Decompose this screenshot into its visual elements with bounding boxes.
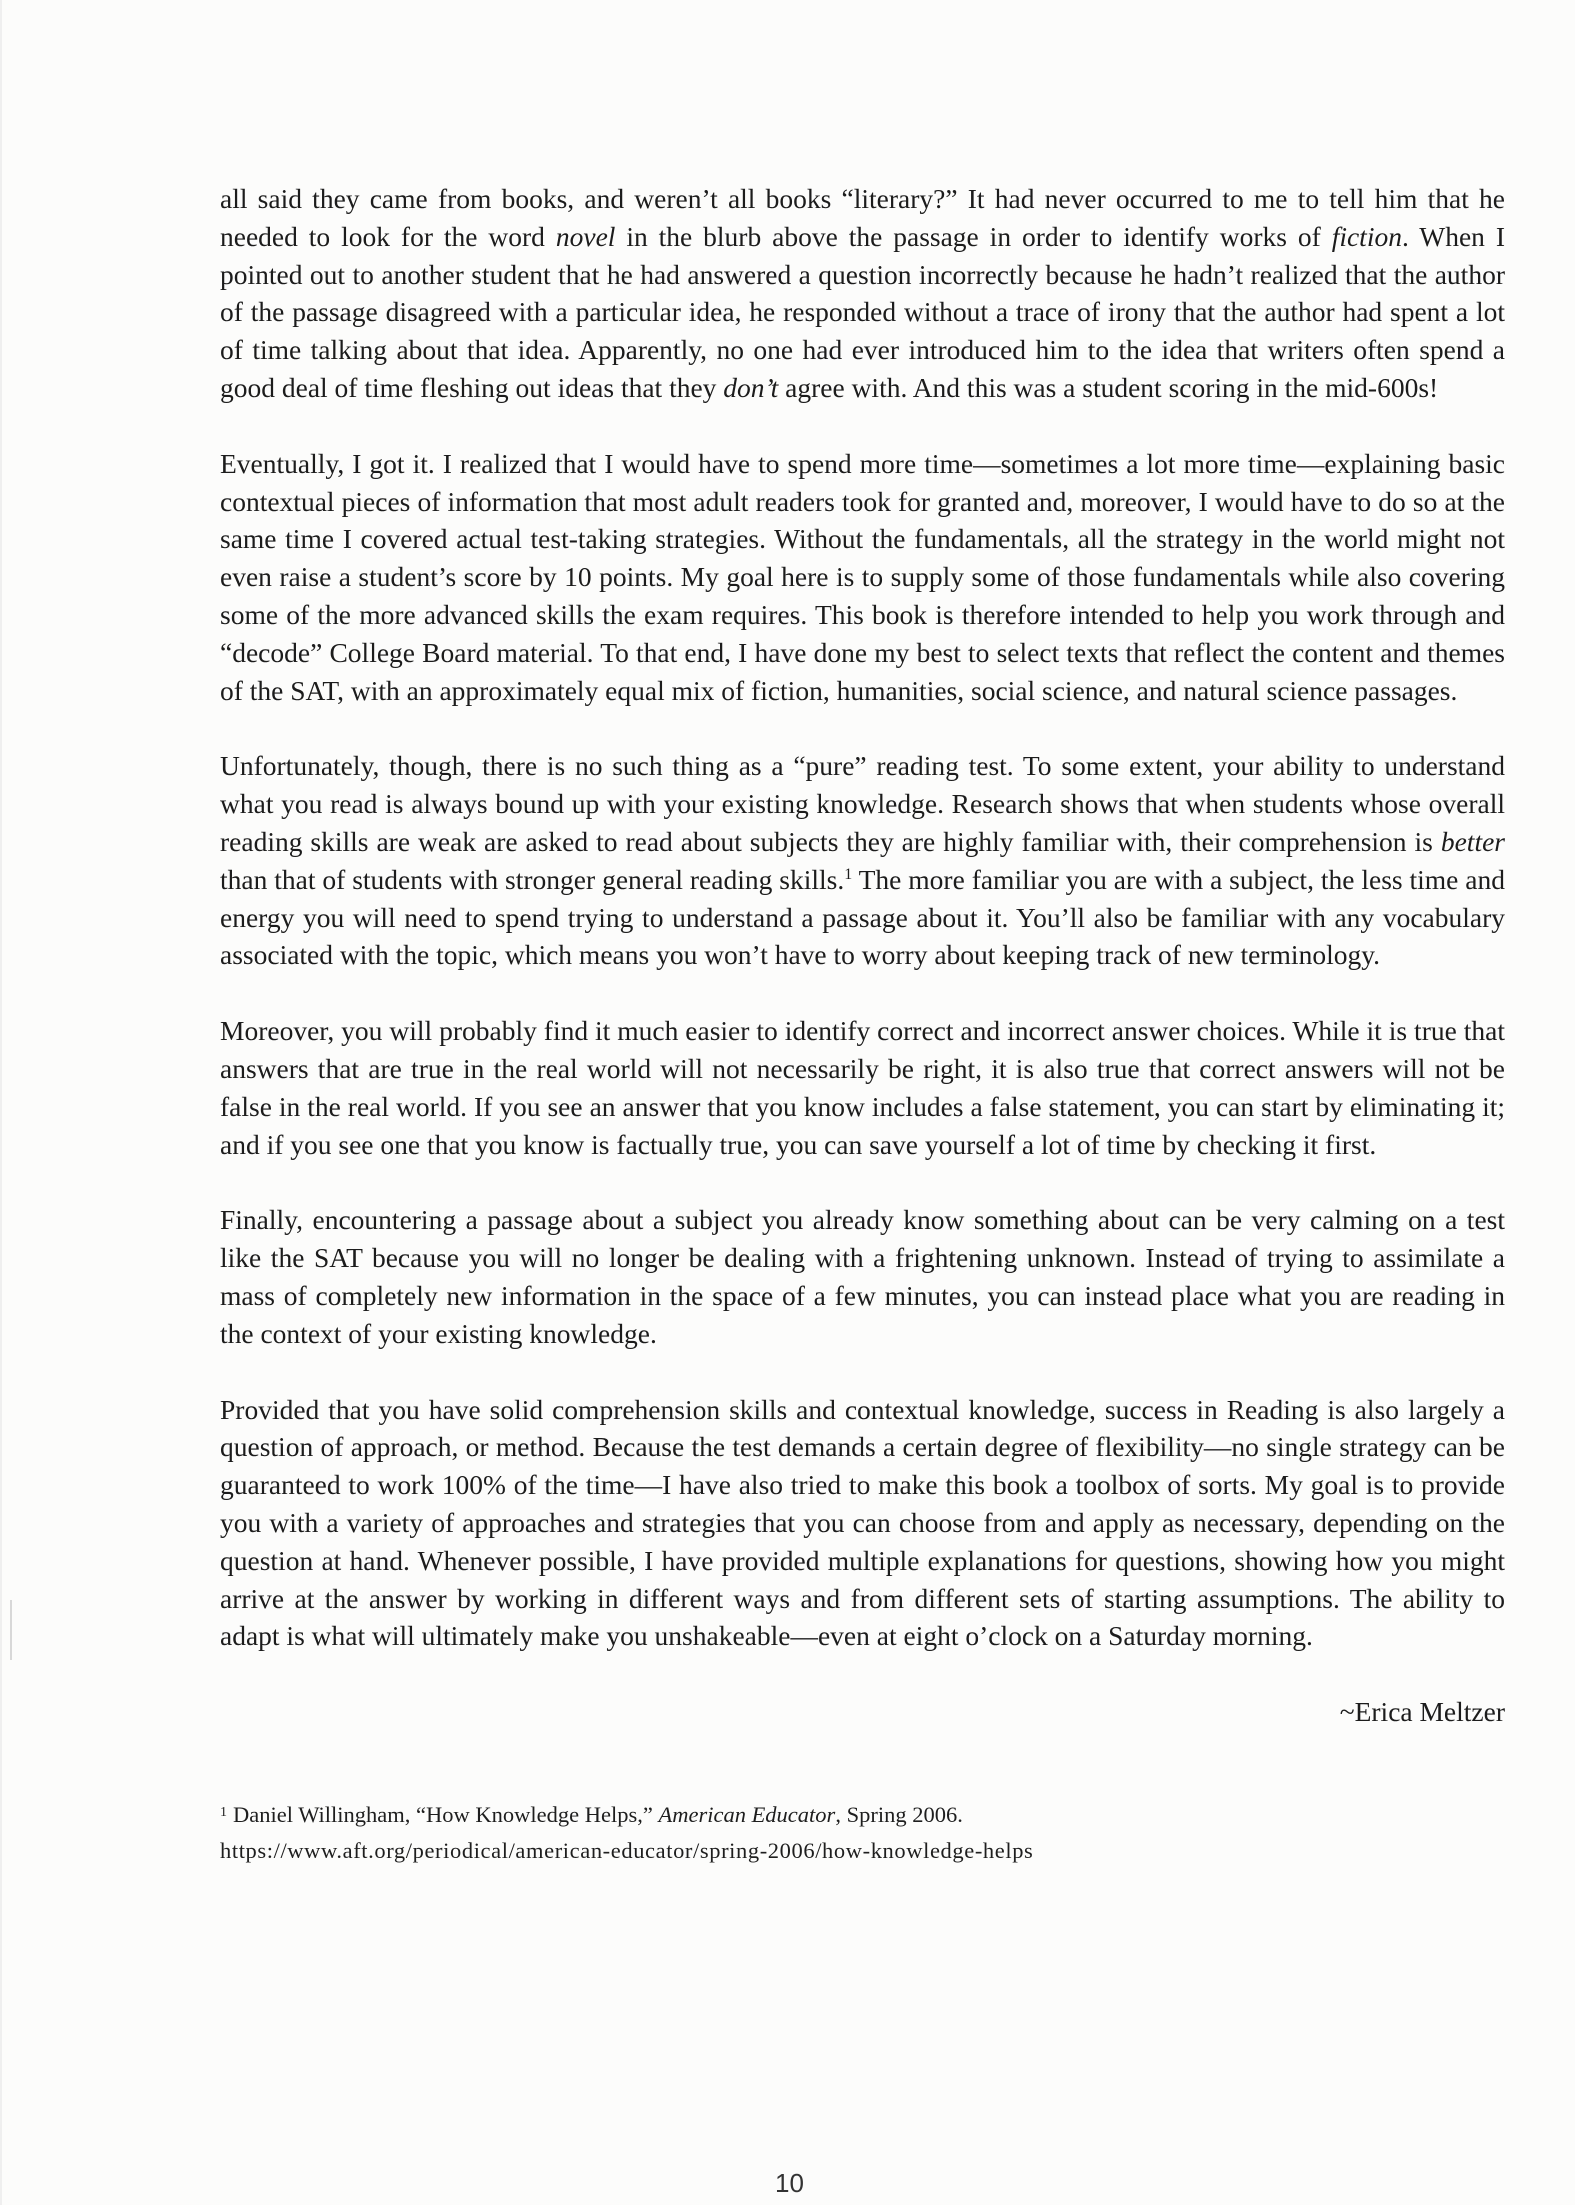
paragraph-text: The more familiar you are with a subject, the less time and energy you will need to spend trying to understand a passage about it. You’ll also be familiar with any vocabulary associated with the topic, which means you won’t have to worry about keeping track of new terminology. — [220, 863, 1505, 971]
scan-edge-mark — [10, 1600, 12, 1660]
paragraph — [220, 1012, 1505, 1163]
footnote-date: , Spring 2006. — [835, 1801, 963, 1827]
footnote-publication: American Educator — [658, 1801, 836, 1827]
footnote-author-title: Daniel Willingham, “How Knowledge Helps,” — [233, 1801, 659, 1827]
emphasis-text: don’t — [723, 371, 779, 403]
paragraph — [220, 445, 1505, 710]
footnote-marker: 1 — [220, 1804, 227, 1820]
paragraph-text: all said they came from books, and weren’t all books “literary?” It had never occurred to me to tell him that he needed to look for the word — [220, 183, 1505, 252]
footnote-url[interactable]: https://www.aft.org/periodical/american-educator/spring-2006/how-knowledge-helps — [220, 1837, 1034, 1863]
paragraph — [220, 1201, 1505, 1352]
paragraph-text: Finally, encountering a passage about a subject you already know something about can be very calming on a test like the SAT because you will no longer be dealing with a frightening unknown. Instead of trying to assimilate a mass of completely new information in the space of a few minutes, you can instead place what you are reading in the context of your existing knowledge. — [220, 1204, 1505, 1349]
footnote-reference: 1 — [844, 865, 853, 883]
paragraph — [220, 747, 1505, 974]
paragraph — [220, 1391, 1505, 1656]
paragraph-list — [220, 180, 1505, 1655]
paragraph-text: . When I pointed out to another student that he had answered a question incorrectly because he hadn’t realized that the author of the passage disagreed with a particular idea, he responded without a trace of irony that the author had spent a lot of time talking about that idea. Apparently, no one had ever introduced him to the idea that writers often spend a good deal of time fleshing out ideas that they — [220, 220, 1506, 403]
page-number: 10 — [775, 2168, 804, 2198]
paragraph-text: than that of students with stronger general reading skills. — [220, 863, 845, 895]
author-signature: ~Erica Meltzer — [1339, 1696, 1505, 1728]
paragraph-text: Eventually, I got it. I realized that I would have to spend more time—sometimes a lot more time—explaining basic contextual pieces of information that most adult readers took for granted and, moreover, I would have to do so at the same time I covered actual test-taking strategies. Without the fundamentals, all the strategy in the world might not even raise a student’s score by 10 points. My goal here is to supply some of those fundamentals while also covering some of the more advanced skills the exam requires. This book is therefore intended to help you work through and “decode” College Board material. To that end, I have done my best to select texts that reflect the content and themes of the SAT, with an approximately equal mix of fiction, humanities, social science, and natural science passages. — [220, 447, 1505, 706]
paragraph — [220, 180, 1505, 407]
paragraph-text: Unfortunately, though, there is no such thing as a “pure” reading test. To some extent, your ability to understand what you read is always bound up with your existing knowledge. Research shows that when students whose overall reading skills are weak are asked to read about subjects they are highly familiar with, their comprehension is — [220, 750, 1505, 857]
body-text — [220, 180, 1505, 1869]
paragraph-text: Provided that you have solid comprehension skills and contextual knowledge, success in Reading is also largely a question of approach, or method. Because the test demands a certain degree of flexibility—no single strategy can be guaranteed to work 100% of the time—I have also tried to make this book a toolbox of sorts. My goal is to provide you with a variety of approaches and strategies that you can choose from and apply as necessary, depending on the question at hand. Whenever possible, I have provided multiple explanations for questions, showing how you might arrive at the answer by working in different ways and from different sets of starting assumptions. The ability to adapt is what will ultimately make you unshakeable—even at eight o’clock on a Saturday morning. — [220, 1393, 1505, 1652]
emphasis-text: novel — [555, 220, 616, 252]
paragraph-text: agree with. And this was a student scoring in the mid-600s! — [778, 371, 1439, 403]
paragraph-text: Moreover, you will probably find it much easier to identify correct and incorrect answer choices. While it is true that answers that are true in the real world will not necessarily be right, it is also true that correct answers will not be false in the real world. If you see an answer that you know includes a false statement, you can start by eliminating it; and if you see one that you know is factually true, you can save yourself a lot of time by checking it first. — [220, 1015, 1505, 1160]
emphasis-text: better — [1440, 825, 1505, 857]
footnote — [220, 1795, 1505, 1869]
footnote-citation — [220, 1795, 1505, 1833]
emphasis-text: fiction — [1331, 220, 1402, 252]
paragraph-text: in the blurb above the passage in order to identify works of — [615, 220, 1332, 252]
